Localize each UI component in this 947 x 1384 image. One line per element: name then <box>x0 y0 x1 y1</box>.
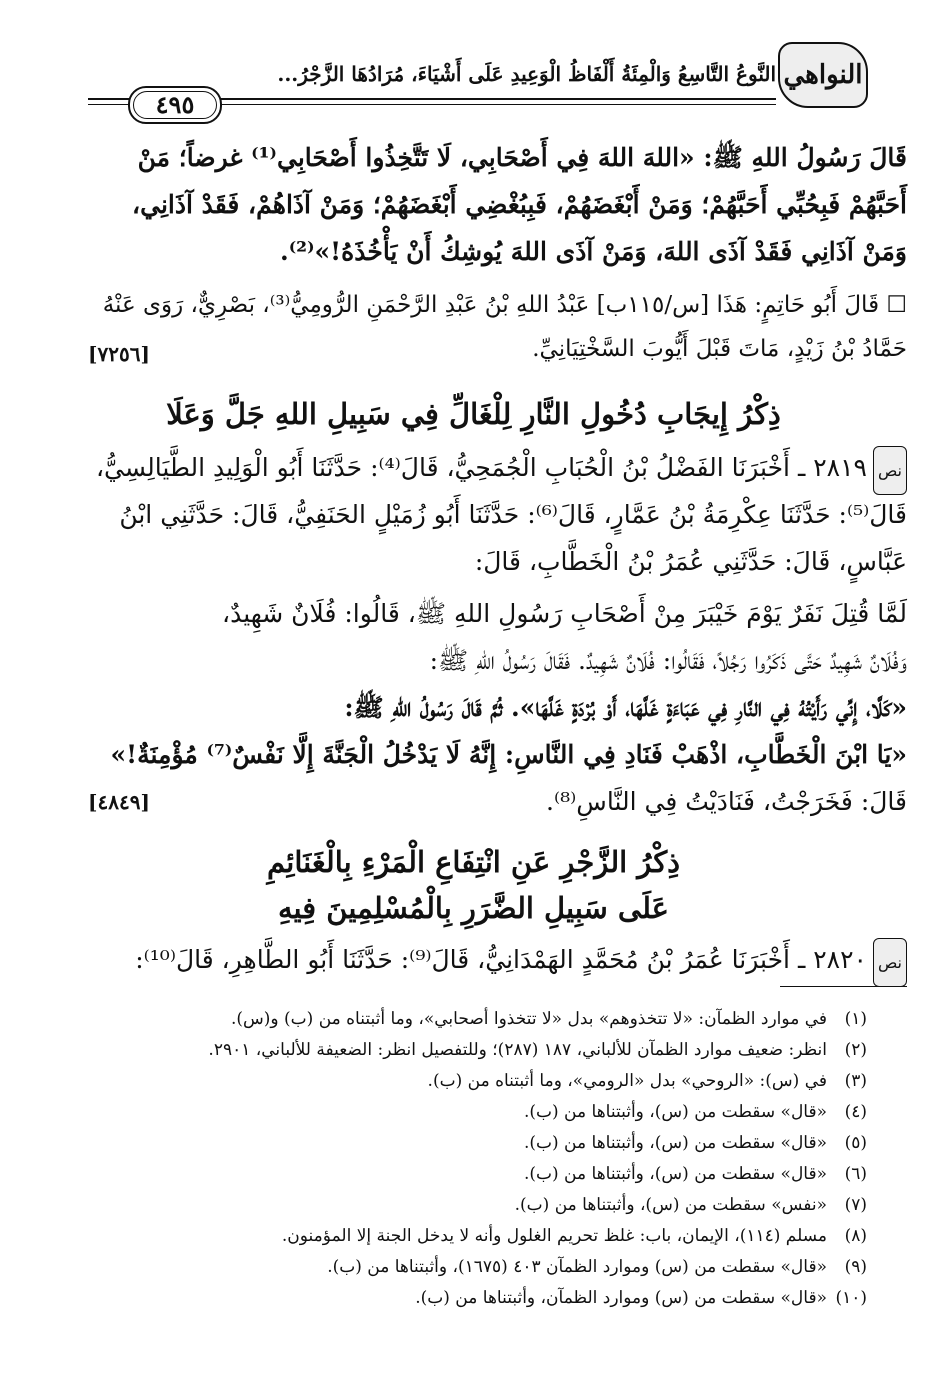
footnote-number: (٤) <box>844 1102 867 1122</box>
isnad-text: ٢٨٢٠ ـ أَخْبَرَنَا عُمَرُ بْنُ مُحَمَّدٍ الهَمْدَانِيُّ، قَالَ⁽⁹⁾: حَدَّثَنَا أَبُو الطَّاهِرِ، قَالَ⁽¹⁰⁾: <box>135 945 867 974</box>
isnad-line <box>37 444 907 495</box>
footnote-number: (١٠) <box>835 1288 867 1308</box>
isnad-line <box>37 936 907 987</box>
section-badge: النواهي <box>778 42 868 108</box>
footnote <box>47 1159 867 1189</box>
footnote-text: «قال» سقطت من (س) وموارد الظمآن، وأثبتناها من (ب). <box>415 1288 827 1308</box>
isnad-text: ٢٨١٩ ـ أَخْبَرَنَا الفَضْلُ بْنُ الْحُبَابِ الْجُمَحِيُّ، قَالَ⁽⁴⁾: حَدَّثَنَا أَبُو الْوَلِيدِ الطَّيَالِسِيُّ، <box>95 453 867 482</box>
footnote-text: «قال» سقطت من (س) وموارد الظمآن ٤٠٣ (١٦٧٥)، وأثبتناها من (ب). <box>327 1257 827 1277</box>
footnote-text: «نفس» سقطت من (س)، وأثبتناها من (ب). <box>514 1195 827 1215</box>
footnote-text: «قال» سقطت من (س)، وأثبتناها من (ب). <box>523 1102 827 1122</box>
chapter-heading: ذِكْرُ إِيجَابِ دُخُولِ النَّارِ لِلْغَالِّ فِي سَبِيلِ اللهِ جَلَّ وَعَلَا <box>166 397 781 431</box>
footnote <box>47 1128 867 1158</box>
footnote-number: (٥) <box>844 1133 867 1153</box>
footnote-text: مسلم (١١٤)، الإيمان، باب: غلظ تحريم الغلول وأنه لا يدخل الجنة إلا المؤمنون. <box>281 1226 827 1246</box>
chapter-heading-line2: عَلَى سَبِيلِ الضَّرَرِ بِالْمُسْلِمِينَ فِيهِ <box>277 891 669 925</box>
footnote <box>47 1097 867 1127</box>
hadith-marker-icon: نص <box>873 446 907 495</box>
footnote <box>47 1004 867 1034</box>
footnote-number: (٨) <box>844 1226 867 1246</box>
isnad-line: عَبَّاسٍ، قَالَ: حَدَّثَنِي عُمَرُ بْنُ الْخَطَّابِ، قَالَ: <box>474 547 907 576</box>
hadith-line: أَحَبَّهُمْ فَبِحُبِّي أَحَبَّهُمْ؛ وَمَنْ أَبْغَضَهُمْ، فَبِبُغْضِي أَبْغَضَهُمْ؛ وَمَنْ آذَاهُمْ، فَقَدْ آذَانِي، <box>132 190 907 219</box>
footnote <box>47 1035 867 1065</box>
commentary-line: ☐ قَالَ أَبُو حَاتِمٍ: هَذَا [س/١١٥ب] عَبْدُ اللهِ بْنُ عَبْدِ الرَّحْمَنِ الرُّومِيُّ⁽³⁾، بَصْرِيٌّ، رَوَى عَنْهُ <box>102 292 907 318</box>
page-header <box>88 42 868 119</box>
running-title: النَّوعُ التَّاسِعُ وَالْمِئَةُ أَلْفَاظُ الْوَعِيدِ عَلَى أَشْيَاءَ، مُرَادُهَا الزَّجْرُ... <box>277 62 776 86</box>
footnote <box>47 1221 867 1251</box>
footnote <box>47 1190 867 1220</box>
hadith-marker-icon: نص <box>873 938 907 987</box>
footnote-number: (١) <box>844 1009 867 1029</box>
chapter-heading: ذِكْرُ الزَّجْرِ عَنِ انْتِفَاعِ الْمَرْءِ بِالْغَنَائِمِ <box>266 845 681 879</box>
matn-line: قَالَ: فَخَرَجْتُ، فَنَادَيْتُ فِي النَّاسِ⁽⁸⁾. <box>546 787 907 816</box>
footnote <box>47 1066 867 1096</box>
footnote-number: (٦) <box>844 1164 867 1184</box>
hadith-reference: [٤٨٤٩] <box>88 790 150 814</box>
matn-line: لَمَّا قُتِلَ نَفَرٌ يَوْمَ خَيْبَرَ مِنْ أَصْحَابِ رَسُولِ اللهِ ﷺ، قَالُوا: فُلَانٌ شَهِيدٌ، <box>222 599 907 628</box>
footnote-number: (٧) <box>844 1195 867 1215</box>
footnote-separator <box>780 986 907 987</box>
matn-line: «يَا ابْنَ الْخَطَّابِ، اذْهَبْ فَنَادِ فِي النَّاسِ: إِنَّهُ لَا يَدْخُلُ الْجَنَّةَ إِلَّا نَفْسٌ⁽⁷⁾ مُؤْمِنَةٌ!» <box>110 740 907 769</box>
footnote <box>47 1252 867 1282</box>
footnote-text: انظر: ضعيف موارد الظمآن للألباني، ١٨٧ (٢٨٧)؛ وللتفصيل انظر: الضعيفة للألباني، ٢٩٠١. <box>208 1040 827 1060</box>
footnote-text: «قال» سقطت من (س)، وأثبتناها من (ب). <box>523 1133 827 1153</box>
footnote-text: في موارد الظمآن: «لا تتخذوهم» بدل «لا تتخذوا أصحابي»، وما أثبتناه من (ب) و(س). <box>230 1009 827 1029</box>
hadith-line: وَمَنْ آذَانِي فَقَدْ آذَى اللهَ، وَمَنْ آذَى اللهَ يُوشِكُ أَنْ يَأْخُذَهُ!»⁽²⁾. <box>279 237 907 266</box>
matn-line: «كَلَّا، إِنِّي رَأَيْتُهُ فِي النَّارِ فِي عَبَاءَةٍ غَلَّهَا، أَوْ بُرْدَةٍ غَلَّهَا». ثُمَّ قَالَ رَسُولُ اللهِ ﷺ: <box>344 693 907 722</box>
footnote-number: (٣) <box>844 1071 867 1091</box>
footnote <box>47 1283 867 1313</box>
hadith-line: قَالَ رَسُولُ اللهِ ﷺ: «اللهَ اللهَ فِي أَصْحَابِي، لَا تَتَّخِذُوا أَصْحَابِي⁽¹⁾ غرضاً؛ مَنْ <box>137 143 907 172</box>
footnote-number: (٩) <box>844 1257 867 1277</box>
footnote-text: في (س): «الروحي» بدل «الرومي»، وما أثبتناه من (ب). <box>427 1071 827 1091</box>
footnote-text: «قال» سقطت من (س)، وأثبتناها من (ب). <box>523 1164 827 1184</box>
page-number: ٤٩٥ <box>128 86 222 124</box>
hadith-reference: [٧٢٥٦] <box>88 342 150 366</box>
matn-line: وَفُلَانٌ شَهِيدٌ حَتَّى ذَكَرُوا رَجُلاً، فَقَالُوا: فُلَانٌ شَهِيدٌ. فَقَالَ رَسُولُ اللهِ ﷺ: <box>429 646 907 675</box>
commentary-line: حَمَّادُ بْنُ زَيْدٍ، مَاتَ قَبْلَ أَيُّوبَ السَّخْتِيَانِيِّ. <box>532 336 907 362</box>
footnote-number: (٢) <box>844 1040 867 1060</box>
isnad-line: قَالَ⁽⁵⁾: حَدَّثَنَا عِكْرِمَةُ بْنُ عَمَّارٍ، قَالَ⁽⁶⁾: حَدَّثَنَا أَبُو زُمَيْلٍ الحَنَفِيُّ، قَالَ: حَدَّثَنِي ابْنُ <box>119 500 907 529</box>
